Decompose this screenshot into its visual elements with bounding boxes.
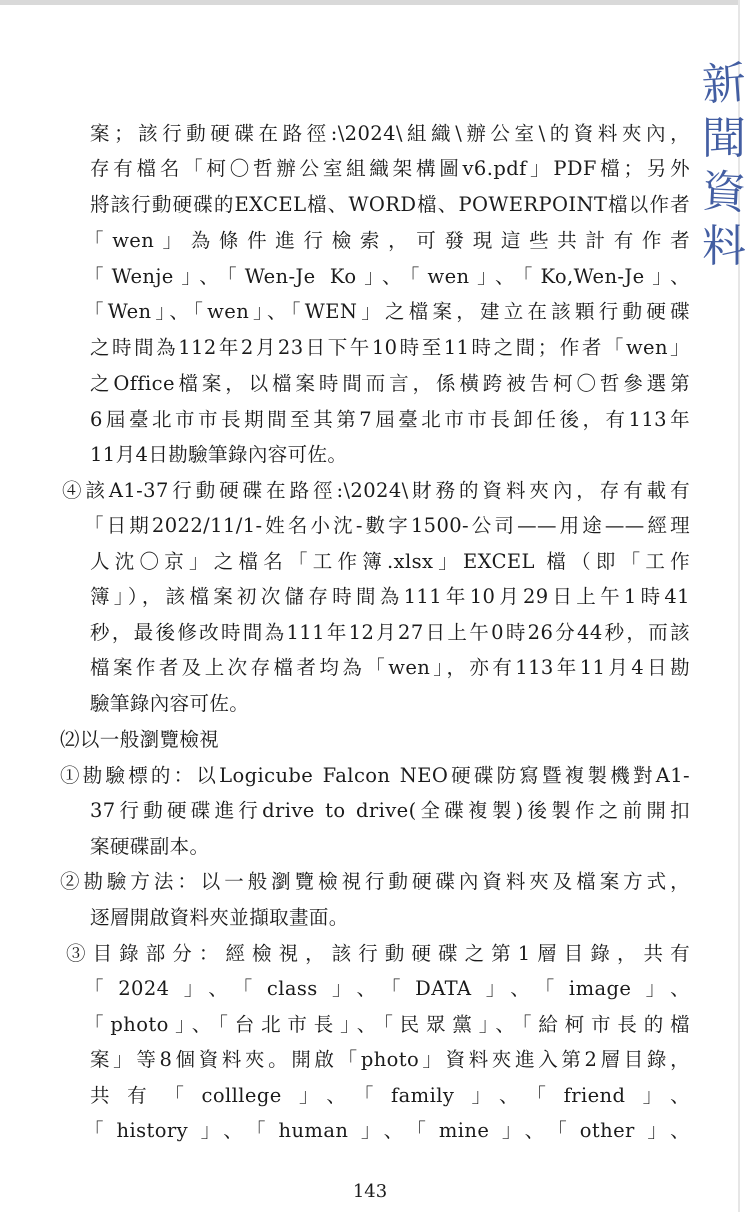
text-line: 「日期2022/11/1-姓名小沈-數字1500-公司——用途——經理 [84, 514, 690, 537]
text-line: 人沈〇京」之檔名「工作簿.xlsx」EXCEL 檔（即「工作 [90, 550, 690, 573]
text-line: 11月4日勘驗筆錄內容可佐。 [90, 443, 348, 466]
text-line: 之Office檔案，以檔案時間而言，係橫跨被告柯〇哲參選第 [90, 372, 690, 395]
text-line: ①勘驗標的：以Logicube Falcon NEO硬碟防寫暨複製機對A1- [60, 764, 690, 787]
text-line: 案」等8個資料夾。開啟「photo」資料夾進入第2層目錄， [90, 1048, 690, 1071]
text-line: 「wen」為條件進行檢索，可發現這些共計有作者 [84, 229, 690, 252]
text-line: 將該行動硬碟的EXCEL檔、WORD檔、POWERPOINT檔以作者 [90, 193, 690, 216]
section-heading: ⑵以一般瀏覽檢視 [60, 728, 220, 751]
text-line: ②勘驗方法：以一般瀏覽檢視行動硬碟內資料夾及檔案方式， [60, 870, 690, 893]
stamp-char: 資 [700, 165, 748, 220]
text-line: 驗筆錄內容可佐。 [90, 692, 250, 715]
text-line: 「Wen」、「wen」、「WEN」之檔案，建立在該顆行動硬碟 [84, 300, 690, 323]
text-line: 秒，最後修改時間為111年12月27日上午0時26分44秒，而該 [90, 621, 690, 644]
text-line: 6屆臺北市市長期間至其第7屆臺北市市長卸任後，有113年 [90, 408, 690, 431]
text-line: 案；該行動硬碟在路徑:\2024\組織\辦公室\的資料夾內， [90, 122, 690, 145]
news-material-stamp [700, 57, 748, 274]
text-line: ④該A1-37行動硬碟在路徑:\2024\財務的資料夾內，存有載有 [62, 479, 690, 502]
text-line: 「photo」、「台北市長」、「民眾黨」、「給柯市長的檔 [84, 1013, 690, 1036]
text-line: 共有「colllege」、「family」、「friend」、 [90, 1084, 690, 1107]
text-line: 37行動硬碟進行drive to drive(全碟複製)後製作之前開扣 [90, 799, 690, 822]
text-line: 之時間為112年2月23日下午10時至11時之間；作者「wen」 [90, 336, 690, 359]
text-line: 「2024」、「class」、「DATA」、「image」、 [84, 977, 690, 1000]
stamp-char: 聞 [702, 113, 746, 164]
text-line: 「history」、「human」、「mine」、「other」、 [84, 1119, 690, 1142]
text-line: 檔案作者及上次存檔者均為「wen」，亦有113年11月4日勘 [90, 656, 690, 679]
text-line: 「Wenje」、「Wen-Je Ko」、「wen」、「Ko,Wen-Je」、 [84, 265, 690, 288]
stamp-char: 新 [700, 57, 748, 112]
text-line: 簿」），該檔案初次儲存時間為111年10月29日上午1時41 [90, 585, 690, 608]
stamp-char: 料 [702, 221, 746, 272]
text-line: 存有檔名「柯〇哲辦公室組織架構圖v6.pdf」PDF檔；另外 [90, 157, 690, 180]
text-line: 案硬碟副本。 [90, 835, 210, 858]
top-border [0, 0, 740, 5]
page-number: 143 [352, 1181, 388, 1202]
text-line: ③目錄部分：經檢視，該行動硬碟之第1層目錄，共有 [66, 942, 690, 965]
text-line: 逐層開啟資料夾並擷取畫面。 [90, 906, 349, 929]
